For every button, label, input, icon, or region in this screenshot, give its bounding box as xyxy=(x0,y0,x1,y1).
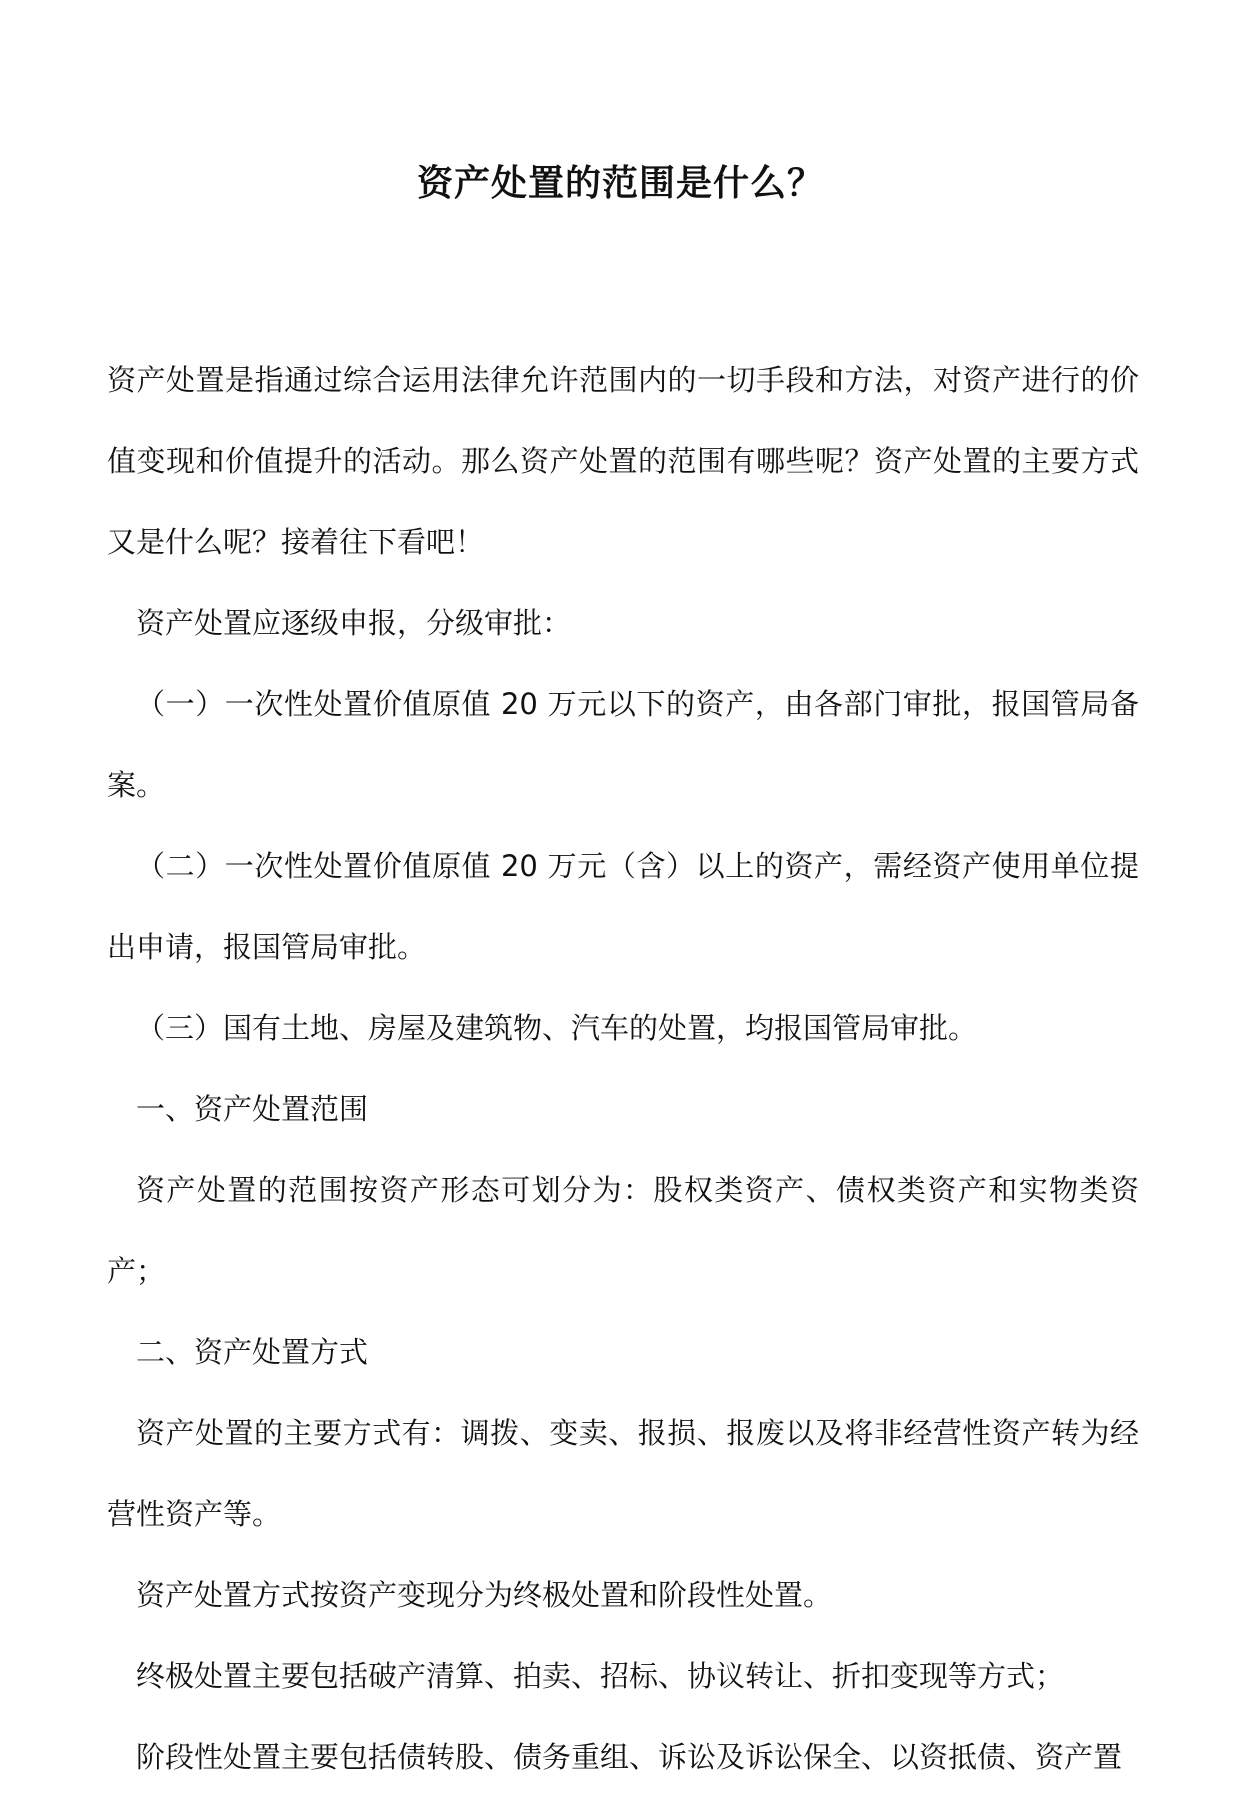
paragraph-classification: 资产处置方式按资产变现分为终极处置和阶段性处置。 xyxy=(136,1578,833,1612)
paragraph-item-1: （一）一次性处置价值原值 20 万元以下的资产，由各部门审批，报国管局备案。 xyxy=(107,687,1139,802)
paragraph-methods: 资产处置的主要方式有：调拨、变卖、报损、报废以及将非经营性资产转为经营性资产等。 xyxy=(107,1416,1139,1531)
paragraph-scope: 资产处置的范围按资产形态可划分为：股权类资产、债权类资产和实物类资产； xyxy=(107,1173,1139,1288)
document-body xyxy=(107,340,1139,1798)
paragraph-approval-rule: 资产处置应逐级申报，分级审批： xyxy=(136,606,572,640)
document-title: 资产处置的范围是什么？ xyxy=(416,162,824,204)
paragraph-staged-disposal: 阶段性处置主要包括债转股、债务重组、诉讼及诉讼保全、以资抵债、资产置 xyxy=(136,1740,1123,1774)
paragraph-intro: 资产处置是指通过综合运用法律允许范围内的一切手段和方法，对资产进行的价值变现和价值提升的活动。那么资产处置的范围有哪些呢？资产处置的主要方式又是什么呢？接着往下看吧！ xyxy=(107,363,1139,559)
paragraph-final-disposal: 终极处置主要包括破产清算、拍卖、招标、协议转让、折扣变现等方式； xyxy=(136,1659,1065,1693)
paragraph-item-3: （三）国有土地、房屋及建筑物、汽车的处置，均报国管局审批。 xyxy=(136,1011,978,1045)
paragraph-item-2: （二）一次性处置价值原值 20 万元（含）以上的资产，需经资产使用单位提出申请，报国管局审批。 xyxy=(107,849,1139,964)
section-heading-methods: 二、资产处置方式 xyxy=(136,1335,369,1369)
section-heading-scope: 一、资产处置范围 xyxy=(136,1092,369,1126)
